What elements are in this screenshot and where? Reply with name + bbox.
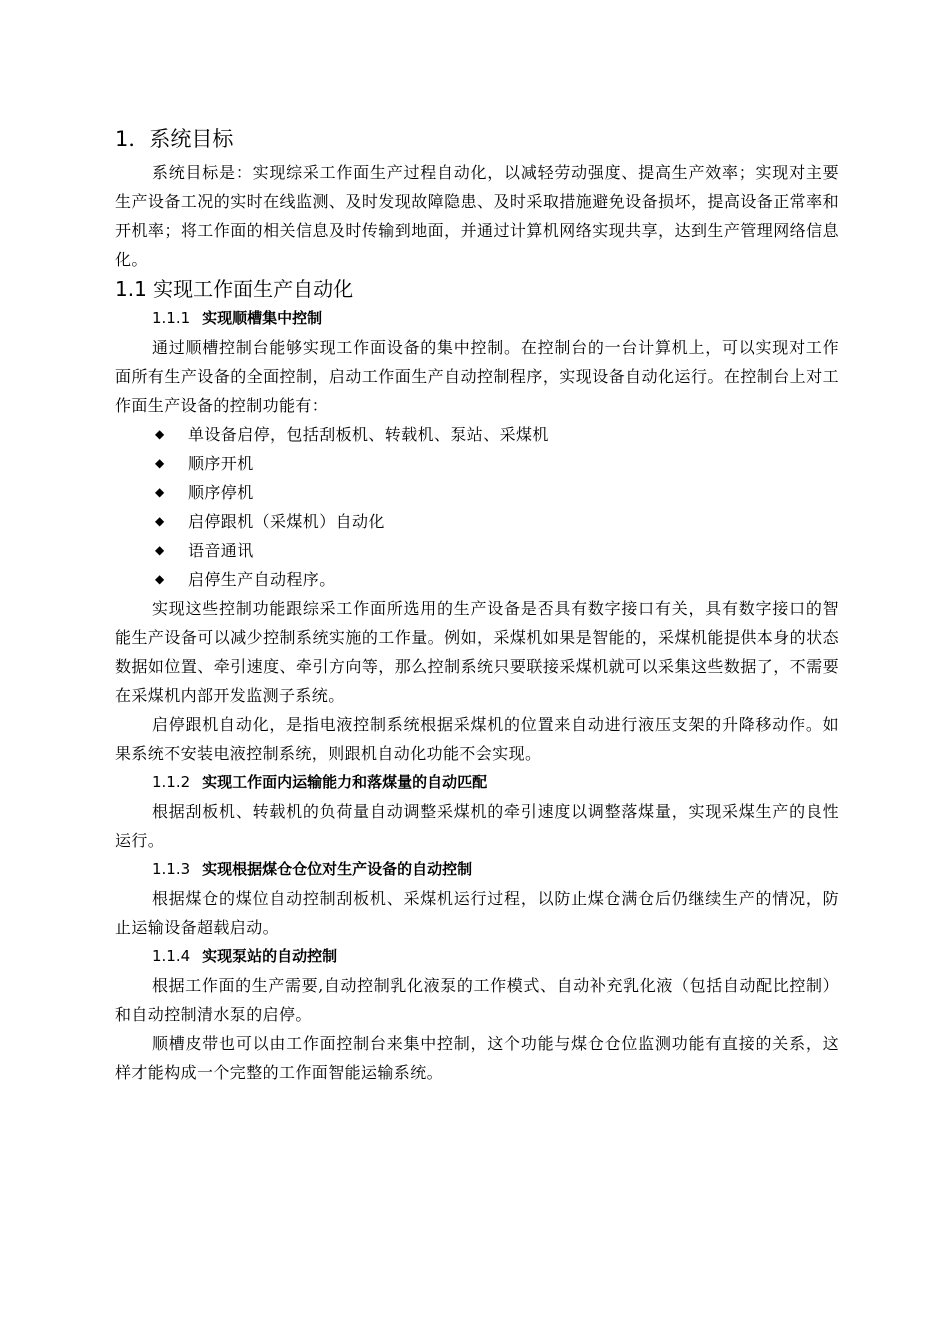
section-1-1-1-heading [152, 304, 839, 333]
list-item: ◆ 启停跟机（采煤机）自动化 [115, 507, 839, 536]
section-1-1-3-paragraph: 根据煤仓的煤位自动控制刮板机、采煤机运行过程，以防止煤仓满仓后仍继续生产的情况，防止运输设备超载启动。 [115, 889, 839, 937]
diamond-bullet-icon: ◆ [155, 456, 165, 470]
section-1-1-4-heading [152, 942, 839, 971]
section-1-1-2-paragraph: 根据刮板机、转载机的负荷量自动调整采煤机的牵引速度以调整落煤量，实现采煤生产的良性运行。 [115, 802, 839, 850]
list-item: ◆ 启停生产自动程序。 [115, 565, 839, 594]
section-1-1-2-heading [152, 768, 839, 797]
section-1-1-1-paragraph-2: 实现这些控制功能跟综采工作面所选用的生产设备是否具有数字接口有关，具有数字接口的智能生产设备可以减少控制系统实施的工作量。例如，采煤机如果是智能的，采煤机能提供本身的状态数据如位置、牵引速度、牵引方向等，那么控制系统只要联接采煤机就可以采集这些数据了，不需要在采煤机内部开发监测子系统。 [115, 599, 839, 705]
section-1-1-heading: 1.1 实现工作面生产自动化 [115, 277, 354, 301]
control-function-list [115, 420, 839, 594]
section-1-1-4-paragraph-2: 顺槽皮带也可以由工作面控制台来集中控制，这个功能与煤仓仓位监测功能有直接的关系，这样才能构成一个完整的工作面智能运输系统。 [115, 1034, 839, 1082]
section-1-1-1-paragraph-3: 启停跟机自动化，是指电液控制系统根据采煤机的位置来自动进行液压支架的升降移动作。如果系统不安装电液控制系统，则跟机自动化功能不会实现。 [115, 715, 839, 763]
section-number: 1.1.2 [152, 773, 191, 791]
list-item: ◆ 单设备启停，包括刮板机、转载机、泵站、采煤机 [115, 420, 839, 449]
section-1-1-4-paragraph: 根据工作面的生产需要,自动控制乳化液泵的工作模式、自动补充乳化液（包括自动配比控制）和自动控制清水泵的启停。 [115, 976, 839, 1024]
section-number: 1.1.3 [152, 860, 191, 878]
list-item: ◆ 顺序停机 [115, 478, 839, 507]
diamond-bullet-icon: ◆ [155, 485, 165, 499]
section-title: 实现根据煤仓仓位对生产设备的自动控制 [202, 860, 473, 878]
section-1-paragraph: 系统目标是：实现综采工作面生产过程自动化，以减轻劳动强度、提高生产效率；实现对主要生产设备工况的实时在线监测、及时发现故障隐患、及时采取措施避免设备损坏，提高设备正常率和开机率；将工作面的相关信息及时传输到地面，并通过计算机网络实现共享，达到生产管理网络信息化。 [115, 163, 839, 269]
list-item: ◆ 顺序开机 [115, 449, 839, 478]
list-item: ◆ 语音通讯 [115, 536, 839, 565]
section-1-1-1-intro: 通过顺槽控制台能够实现工作面设备的集中控制。在控制台的一台计算机上，可以实现对工作面所有生产设备的全面控制，启动工作面生产自动控制程序，实现设备自动化运行。在控制台上对工作面生产设备的控制功能有： [115, 338, 839, 415]
diamond-bullet-icon: ◆ [155, 427, 165, 441]
section-title: 实现工作面内运输能力和落煤量的自动匹配 [202, 773, 488, 791]
section-number: 1.1.1 [152, 309, 191, 327]
section-1-1-3-heading [152, 855, 839, 884]
diamond-bullet-icon: ◆ [155, 514, 165, 528]
section-number: 1.1.4 [152, 947, 191, 965]
section-1-heading: 1．系统目标 [115, 127, 234, 151]
diamond-bullet-icon: ◆ [155, 572, 165, 586]
section-title: 实现顺槽集中控制 [202, 309, 323, 327]
diamond-bullet-icon: ◆ [155, 543, 165, 557]
section-title: 实现泵站的自动控制 [202, 947, 338, 965]
document-content [115, 122, 839, 1087]
